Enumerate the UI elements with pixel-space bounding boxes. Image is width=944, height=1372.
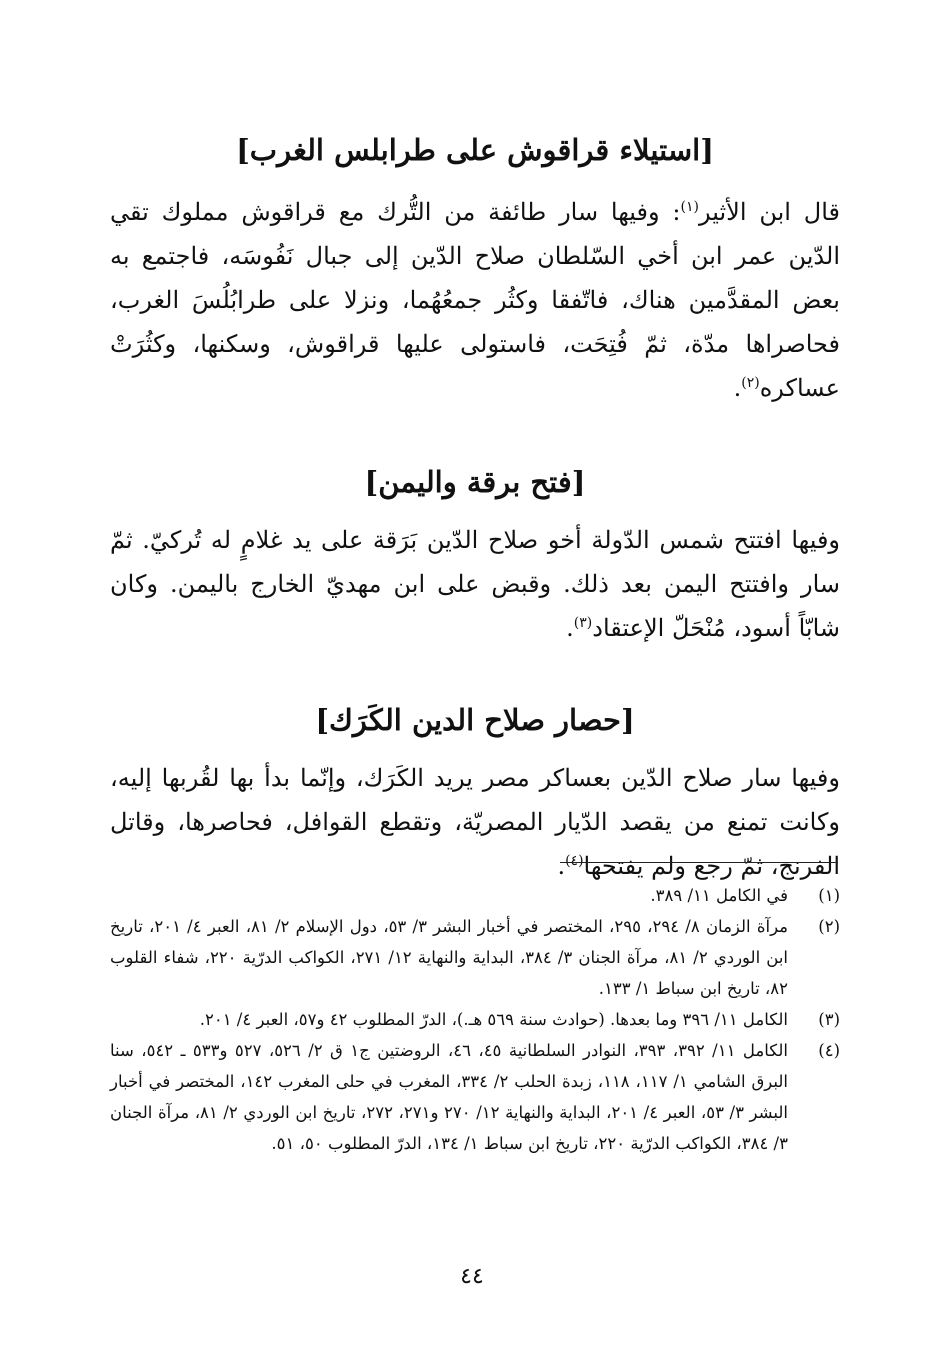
footnote-reference: (٢) xyxy=(741,375,760,391)
page-number: ٤٤ xyxy=(460,1264,484,1289)
footnote-reference: (٤) xyxy=(565,853,584,869)
section-heading-tripoli: [استيلاء قراقوش على طرابلس الغرب] xyxy=(236,133,714,167)
footnote-number: (٤) xyxy=(818,1041,840,1060)
footnote-number: (١) xyxy=(818,886,840,905)
paragraph-text: وفيها سار صلاح الدّين بعساكر مصر يريد الكَرَك، وإنّما بدأ بها لقُربها إليه، وكانت تمنع من يقصد الدّيار المصريّة، وتقطع القوافل، فحاصرها، وقاتل الفرنج، ثمّ رجع ولم يفتحها xyxy=(110,764,840,880)
section-heading-karak: [حصار صلاح الدين الكَرَك] xyxy=(315,703,635,737)
paragraph-text: قال ابن الأثير xyxy=(698,198,840,226)
footnote-number: (٣) xyxy=(818,1010,840,1029)
footnote-divider xyxy=(560,862,838,863)
main-text xyxy=(110,130,840,888)
footnote-reference: (٣) xyxy=(573,615,593,631)
footnote-number: (٢) xyxy=(818,917,840,936)
paragraph-end: . xyxy=(557,852,566,880)
footnote-text: الكامل ١١/ ٣٩٢، ٣٩٣، النوادر السلطانية ٤٥، ٤٦، الروضتين ج١ ق ٢/ ٥٢٦، ٥٢٧ و٥٣٣ ـ ٥٤٢، سنا البرق الشامي ١/ ١١٧، ١١٨، زبدة الحلب ٢/ ٣٣٤، المغرب في حلى المغرب ١٤٢، المختصر في أخبار البشر ٣/ ٥٣، العبر ٤/ ٢٠١، البداية والنهاية ١٢/ ٢٧٠ و٢٧١، ٢٧٢، تاريخ ابن الوردي ٢/ ٨١، مرآة الجنان ٣/ ٣٨٤، الكواكب الدرّية ٢٢٠، تاريخ ابن سباط ١/ ١٣٤، الدرّ المطلوب ٥٠، ٥١. xyxy=(110,1041,788,1153)
footnote-reference: (١) xyxy=(680,199,699,215)
footnote-item xyxy=(110,1035,840,1159)
paragraph-barqa-yemen xyxy=(110,518,840,650)
paragraph-text: : وفيها سار طائفة من التُّرك مع قراقوش مملوك تقي الدّين عمر ابن أخي السّلطان صلاح الدّين إلى جبال نَفُوسَه، فاجتمع به بعض المقدَّمين هناك، فاتّفقا وكثُر جمعُهُما، ونزلا على طرابُلُسَ الغرب، فحاصراها مدّة، ثمّ فُتِحَت، فاستولى عليها قراقوش، وسكنها، وكثُرَتْ عساكره xyxy=(110,198,840,402)
footnote-text: في الكامل ١١/ ٣٨٩. xyxy=(650,886,788,905)
paragraph-karak xyxy=(110,756,840,888)
paragraph-tripoli xyxy=(110,190,840,410)
paragraph-text: وفيها افتتح شمس الدّولة أخو صلاح الدّين بَرَقة على يد غلامٍ له تُركيّ. ثمّ سار وافتتح اليمن بعد ذلك. وقبض على ابن مهديّ الخارج باليمن. وكان شابّاً أسود، مُنْحَلّ الإعتقاد xyxy=(110,526,840,642)
paragraph-end: . xyxy=(733,374,742,402)
paragraph-end: . xyxy=(566,614,574,642)
footnote-item xyxy=(110,880,840,911)
footnote-text: الكامل ١١/ ٣٩٦ وما بعدها. (حوادث سنة ٥٦٩ هـ.)، الدرّ المطلوب ٤٢ و٥٧، العبر ٤/ ٢٠١. xyxy=(199,1010,788,1029)
footnotes xyxy=(110,880,840,1159)
footnote-item xyxy=(110,911,840,1004)
footnote-text: مرآة الزمان ٨/ ٢٩٤، ٢٩٥، المختصر في أخبار البشر ٣/ ٥٣، دول الإسلام ٢/ ٨١، العبر ٤/ ٢٠١، تاريخ ابن الوردي ٢/ ٨١، مرآة الجنان ٣/ ٣٨٤، البداية والنهاية ١٢/ ٢٧١، الكواكب الدرّية ٢٢٠، شفاء القلوب ٨٢، تاريخ ابن سباط ١/ ١٣٣. xyxy=(110,917,789,998)
footnote-item xyxy=(110,1004,840,1035)
section-heading-barqa-yemen: [فتح برقة واليمن] xyxy=(364,465,586,499)
